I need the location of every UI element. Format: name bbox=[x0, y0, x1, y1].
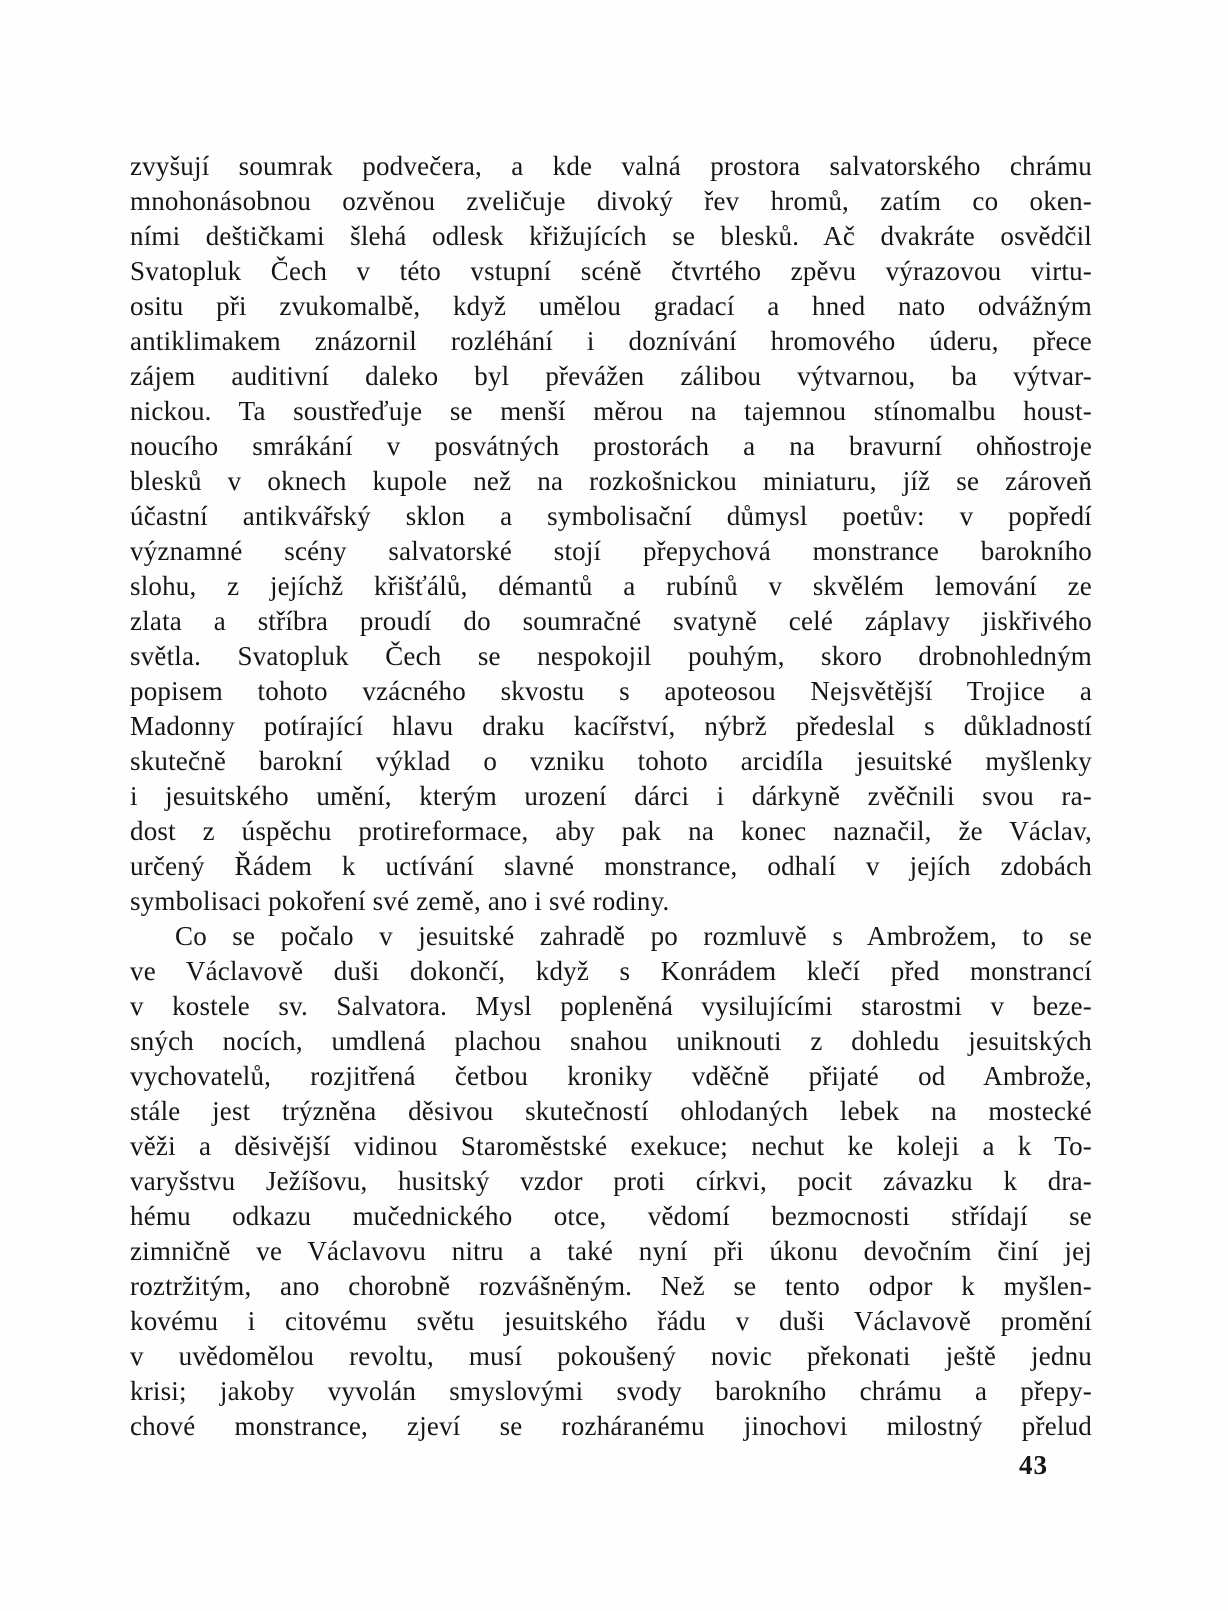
text-line: v kostele sv. Salvatora. Mysl popleněná vysilujícími starostmi v beze- bbox=[130, 991, 1092, 1021]
text-line: antiklimakem znázornil rozléhání i doznívání hromového úderu, přece bbox=[130, 326, 1092, 356]
text-line: zlata a stříbra proudí do soumračné svatyně celé záplavy jiskřivého bbox=[130, 606, 1092, 636]
text-line: zvyšují soumrak podvečera, a kde valná prostora salvatorského chrámu bbox=[130, 151, 1092, 181]
text-line: chové monstrance, zjeví se rozháranému jinochovi milostný přelud bbox=[130, 1411, 1092, 1441]
text-line: určený Řádem k uctívání slavné monstrance, odhalí v jejích zdobách bbox=[130, 851, 1092, 881]
body-text bbox=[130, 149, 1092, 1444]
text-line: i jesuitského umění, kterým urození dárci i dárkyně zvěčnili svou ra- bbox=[130, 781, 1092, 811]
text-line: popisem tohoto vzácného skvostu s apoteosou Nejsvětější Trojice a bbox=[130, 676, 1092, 706]
text-line: skutečně barokní výklad o vzniku tohoto arcidíla jesuitské myšlenky bbox=[130, 746, 1092, 776]
text-line: účastní antikvářský sklon a symbolisační důmysl poetův: v popředí bbox=[130, 501, 1092, 531]
text-line: nickou. Ta soustřeďuje se menší měrou na tajemnou stínomalbu houst- bbox=[130, 396, 1092, 426]
text-line: ve Václavově duši dokončí, když s Konrádem klečí před monstrancí bbox=[130, 956, 1092, 986]
text-line-paragraph-end: symbolisaci pokoření své země, ano i své rodiny. bbox=[130, 886, 670, 916]
text-line: hému odkazu mučednického otce, vědomí bezmocnosti střídají se bbox=[130, 1201, 1092, 1231]
text-line: Svatopluk Čech v této vstupní scéně čtvrtého zpěvu výrazovou virtu- bbox=[130, 256, 1092, 286]
text-line: noucího smrákání v posvátných prostorách a na bravurní ohňostroje bbox=[130, 431, 1092, 461]
text-line: v uvědomělou revoltu, musí pokoušený novic překonati ještě jednu bbox=[130, 1341, 1092, 1371]
text-line: varyšstvu Ježíšovu, husitský vzdor proti církvi, pocit závazku k dra- bbox=[130, 1166, 1092, 1196]
text-line: roztržitým, ano chorobně rozvášněným. Než se tento odpor k myšlen- bbox=[130, 1271, 1092, 1301]
text-line: zájem auditivní daleko byl převážen zálibou výtvarnou, ba výtvar- bbox=[130, 361, 1092, 391]
text-line: věži a děsivější vidinou Staroměstské exekuce; nechut ke koleji a k To- bbox=[130, 1131, 1092, 1161]
text-line: významné scény salvatorské stojí přepychová monstrance barokního bbox=[130, 536, 1092, 566]
text-line: kovému i citovému světu jesuitského řádu v duši Václavově promění bbox=[130, 1306, 1092, 1336]
text-line: dost z úspěchu protireformace, aby pak na konec naznačil, že Václav, bbox=[130, 816, 1092, 846]
text-line: ními deštičkami šlehá odlesk křižujících se blesků. Ač dvakráte osvědčil bbox=[130, 221, 1092, 251]
text-line: vychovatelů, rozjitřená četbou kroniky vděčně přijaté od Ambrože, bbox=[130, 1061, 1092, 1091]
text-line-paragraph-start: Co se počalo v jesuitské zahradě po rozmluvě s Ambrožem, to se bbox=[175, 921, 1092, 951]
text-line: blesků v oknech kupole než na rozkošnickou miniaturu, jíž se zároveň bbox=[130, 466, 1092, 496]
text-line: zimničně ve Václavovu nitru a také nyní při úkonu devočním činí jej bbox=[130, 1236, 1092, 1266]
page-number: 43 bbox=[1019, 1450, 1048, 1480]
text-line: ositu při zvukomalbě, když umělou gradací a hned nato odvážným bbox=[130, 291, 1092, 321]
text-line: sných nocích, umdlená plachou snahou uniknouti z dohledu jesuitských bbox=[130, 1026, 1092, 1056]
text-line: mnohonásobnou ozvěnou zveličuje divoký řev hromů, zatím co oken- bbox=[130, 186, 1092, 216]
text-line: světla. Svatopluk Čech se nespokojil pouhým, skoro drobnohledným bbox=[130, 641, 1092, 671]
text-line: Madonny potírající hlavu draku kacířství, nýbrž předeslal s důkladností bbox=[130, 711, 1092, 741]
text-line: krisi; jakoby vyvolán smyslovými svody barokního chrámu a přepy- bbox=[130, 1376, 1092, 1406]
text-line: slohu, z jejíchž křišťálů, démantů a rubínů v skvělém lemování ze bbox=[130, 571, 1092, 601]
text-line: stále jest trýzněna děsivou skutečností ohlodaných lebek na mostecké bbox=[130, 1096, 1092, 1126]
